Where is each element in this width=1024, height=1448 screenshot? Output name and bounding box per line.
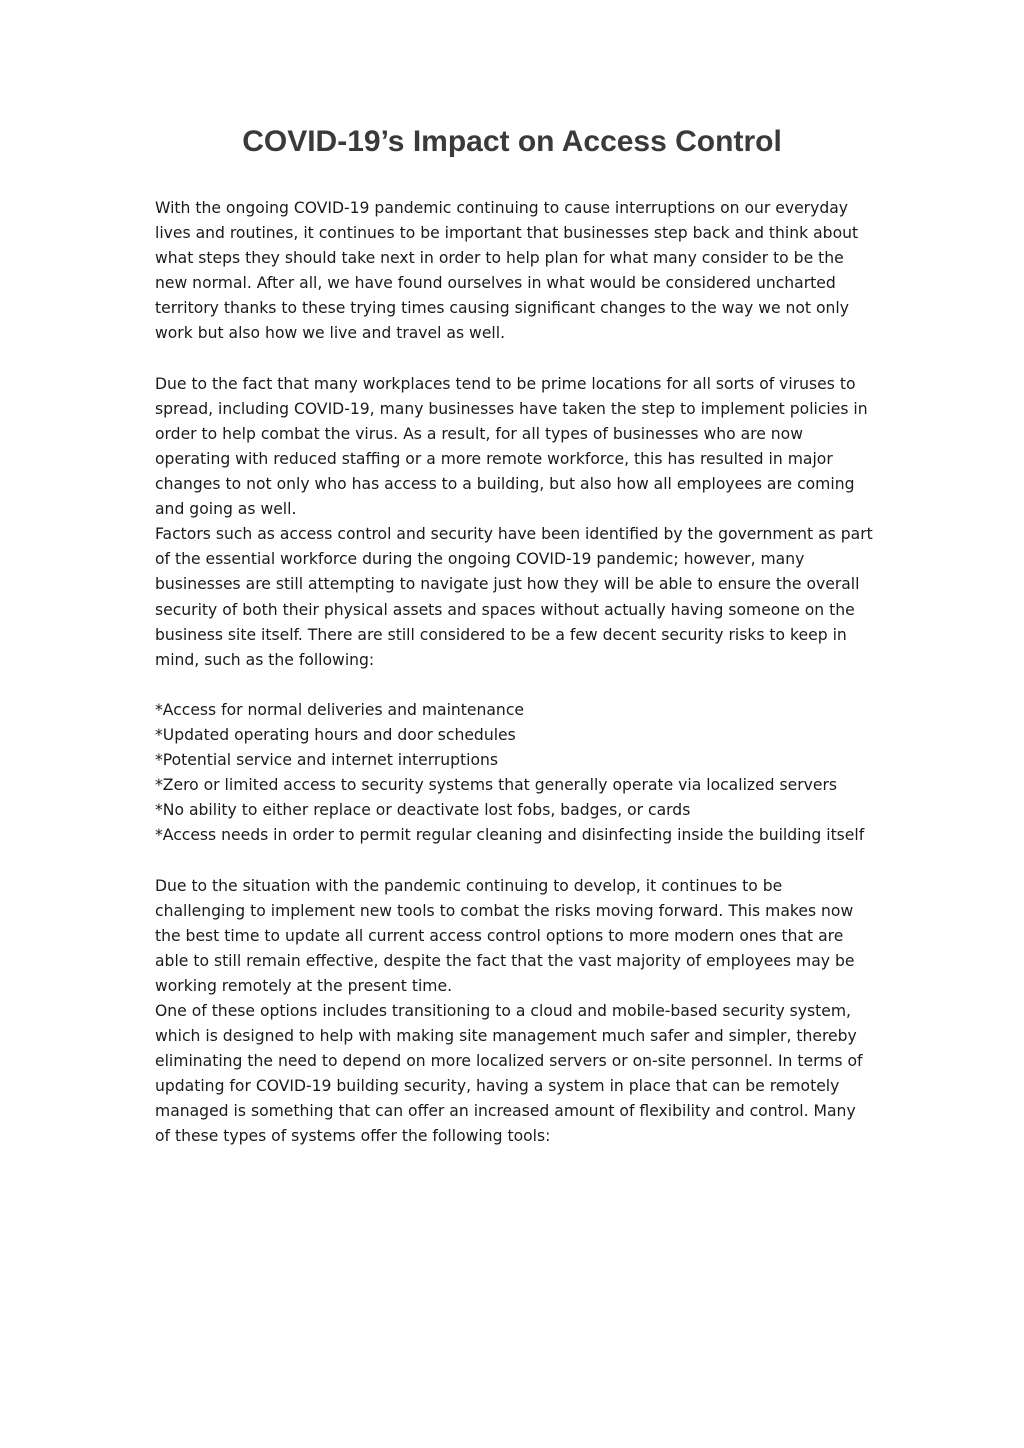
security-risks-list	[155, 698, 873, 849]
paragraph-cloud-options: One of these options includes transitioning to a cloud and mobile-based security system, which is designed to help with making site management much safer and simpler, thereby eliminating the need to depend on more localized servers or on-site personnel. In terms of updating for COVID-19 building security, having a system in place that can be remotely managed is something that can offer an increased amount of flexibility and control. Many of these types of systems offer the following tools:	[155, 1002, 863, 1146]
document-title: COVID-19’s Impact on Access Control	[242, 125, 782, 158]
document-body	[155, 196, 873, 1150]
list-item: *Potential service and internet interruptions	[155, 751, 499, 770]
paragraph-spacer	[155, 347, 873, 372]
paragraph-intro: With the ongoing COVID-19 pandemic continuing to cause interruptions on our everyday lives and routines, it continues to be important that businesses step back and think about what steps they should take next in order to help plan for what many consider to be the new normal. After all, we have found ourselves in what would be considered uncharted territory thanks to these trying times causing significant changes to the way we not only work but also how we live and travel as well.	[155, 199, 859, 343]
list-item: *Access needs in order to permit regular cleaning and disinfecting inside the building itself	[155, 826, 865, 845]
list-item: *Updated operating hours and door schedules	[155, 725, 516, 744]
list-item: *Zero or limited access to security systems that generally operate via localized servers	[155, 776, 838, 795]
list-item: *Access for normal deliveries and maintenance	[155, 700, 524, 719]
paragraph-spacer	[155, 673, 873, 698]
paragraph-security-factors: Factors such as access control and security have been identified by the government as part of the essential workforce during the ongoing COVID-19 pandemic; however, many businesses are still attempting to navigate just how they will be able to ensure the overall security of both their physical assets and spaces without actually having someone on the business site itself. There are still considered to be a few decent security risks to keep in mind, such as the following:	[155, 525, 873, 669]
paragraph-spacer	[155, 848, 873, 873]
paragraph-workplaces: Due to the fact that many workplaces tend to be prime locations for all sorts of viruses to spread, including COVID-19, many businesses have taken the step to implement policies in order to help combat the virus. As a result, for all types of businesses who are now operating with reduced staffing or a more remote workforce, this has resulted in major changes to not only who has access to a building, but also how all employees are coming and going as well.	[155, 374, 868, 519]
list-item: *No ability to either replace or deactivate lost fobs, badges, or cards	[155, 801, 691, 820]
paragraph-pandemic-development: Due to the situation with the pandemic continuing to develop, it continues to be challenging to implement new tools to combat the risks moving forward. This makes now the best time to update all current access control options to more modern ones that are able to still remain effective, despite the fact that the vast majority of employees may be working remotely at the present time.	[155, 876, 855, 995]
